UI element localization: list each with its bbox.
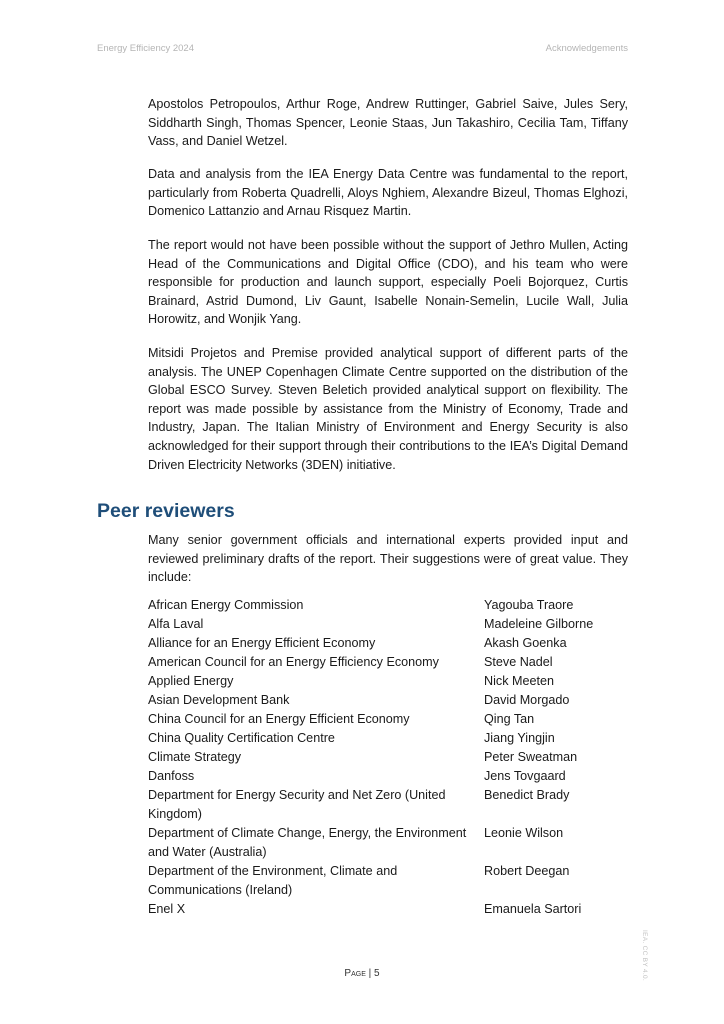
reviewer-organization: Alliance for an Energy Efficient Economy	[148, 636, 376, 650]
reviewer-row	[148, 615, 628, 634]
reviewer-row	[148, 634, 628, 653]
reviewer-name: David Morgado	[484, 693, 570, 707]
reviewer-organization: Department of the Environment, Climate and Communications (Ireland)	[148, 864, 398, 897]
reviewer-organization: American Council for an Energy Efficiency Economy	[148, 655, 439, 669]
reviewer-row	[148, 672, 628, 691]
reviewer-row	[148, 748, 628, 767]
reviewer-name: Qing Tan	[484, 712, 535, 726]
reviewer-list	[148, 596, 628, 919]
reviewer-name: Madeleine Gilborne	[484, 617, 594, 631]
paragraph-communications: The report would not have been possible without the support of Jethro Mullen, Acting Head of the Communications and Digital Office (CDO), and his team who were responsible for production and launch support, especially Poeli Bojorquez, Curtis Brainard, Astrid Dumond, Liv Gaunt, Isabelle Nonain-Semelin, Lucile Wall, Julia Horowitz, and Wonjik Yang.	[148, 238, 628, 327]
reviewer-name: Akash Goenka	[484, 636, 567, 650]
reviewer-organization: Department for Energy Security and Net Zero (United Kingdom)	[148, 788, 446, 821]
reviewer-organization: China Council for an Energy Efficient Economy	[148, 712, 410, 726]
reviewer-row	[148, 786, 628, 824]
reviewer-row	[148, 653, 628, 672]
reviewer-name: Leonie Wilson	[484, 826, 564, 840]
reviewer-organization: Alfa Laval	[148, 617, 204, 631]
reviewer-organization: African Energy Commission	[148, 598, 304, 612]
reviewer-row	[148, 596, 628, 615]
page-number: 5	[374, 968, 380, 979]
reviewer-organization: Department of Climate Change, Energy, the Environment and Water (Australia)	[148, 826, 467, 859]
reviewer-organization: Danfoss	[148, 769, 195, 783]
reviewer-organization: Enel X	[148, 902, 186, 916]
section-heading-peer-reviewers: Peer reviewers	[97, 500, 235, 522]
license-note: IEA. CC BY 4.0.	[641, 930, 648, 981]
reviewer-row	[148, 710, 628, 729]
page-header	[97, 43, 628, 54]
paragraph-data-centre: Data and analysis from the IEA Energy Data Centre was fundamental to the report, particularly from Roberta Quadrelli, Aloys Nghiem, Alexandre Bizeul, Thomas Elghozi, Domenico Lattanzio and Arnau Risquez Martin.	[148, 167, 628, 219]
reviewer-name: Jens Tovgaard	[484, 769, 566, 783]
reviewer-name: Robert Deegan	[484, 864, 570, 878]
reviewer-organization: China Quality Certification Centre	[148, 731, 335, 745]
page-footer	[0, 968, 724, 979]
reviewer-name: Nick Meeten	[484, 674, 554, 688]
reviewer-row	[148, 824, 628, 862]
reviewer-organization: Asian Development Bank	[148, 693, 290, 707]
peer-reviewers-intro: Many senior government officials and international experts provided input and reviewed preliminary drafts of the report. Their suggestions were of great value. They include:	[148, 533, 628, 585]
page-separator: |	[368, 968, 372, 979]
page-label: Page	[344, 968, 366, 979]
paragraph-contributors: Apostolos Petropoulos, Arthur Roge, Andrew Ruttinger, Gabriel Saive, Jules Sery, Siddharth Singh, Thomas Spencer, Leonie Staas, Jun Takashiro, Cecilia Tam, Tiffany Vass, and Daniel Wetzel.	[148, 97, 628, 149]
reviewer-name: Peter Sweatman	[484, 750, 578, 764]
paragraph-support: Mitsidi Projetos and Premise provided analytical support of different parts of the analysis. The UNEP Copenhagen Climate Centre supported on the distribution of the Global ESCO Survey. Steven Beletich provided analytical support on flexibility. The report was made possible by assistance from the Ministry of Economy, Trade and Industry, Japan. The Italian Ministry of Environment and Energy Security is also acknowledged for their support through their contributions to the IEA’s Digital Demand Driven Electricity Networks (3DEN) initiative.	[148, 346, 628, 472]
reviewer-organization: Applied Energy	[148, 674, 234, 688]
reviewer-row	[148, 900, 628, 919]
reviewer-name: Steve Nadel	[484, 655, 553, 669]
reviewer-name: Jiang Yingjin	[484, 731, 555, 745]
reviewer-name: Emanuela Sartori	[484, 902, 582, 916]
header-report-title: Energy Efficiency 2024	[97, 43, 194, 54]
reviewer-row	[148, 691, 628, 710]
reviewer-name: Benedict Brady	[484, 788, 570, 802]
reviewer-row	[148, 767, 628, 786]
reviewer-name: Yagouba Traore	[484, 598, 574, 612]
reviewer-row	[148, 862, 628, 900]
reviewer-organization: Climate Strategy	[148, 750, 242, 764]
reviewer-row	[148, 729, 628, 748]
header-section-title: Acknowledgements	[545, 43, 628, 54]
